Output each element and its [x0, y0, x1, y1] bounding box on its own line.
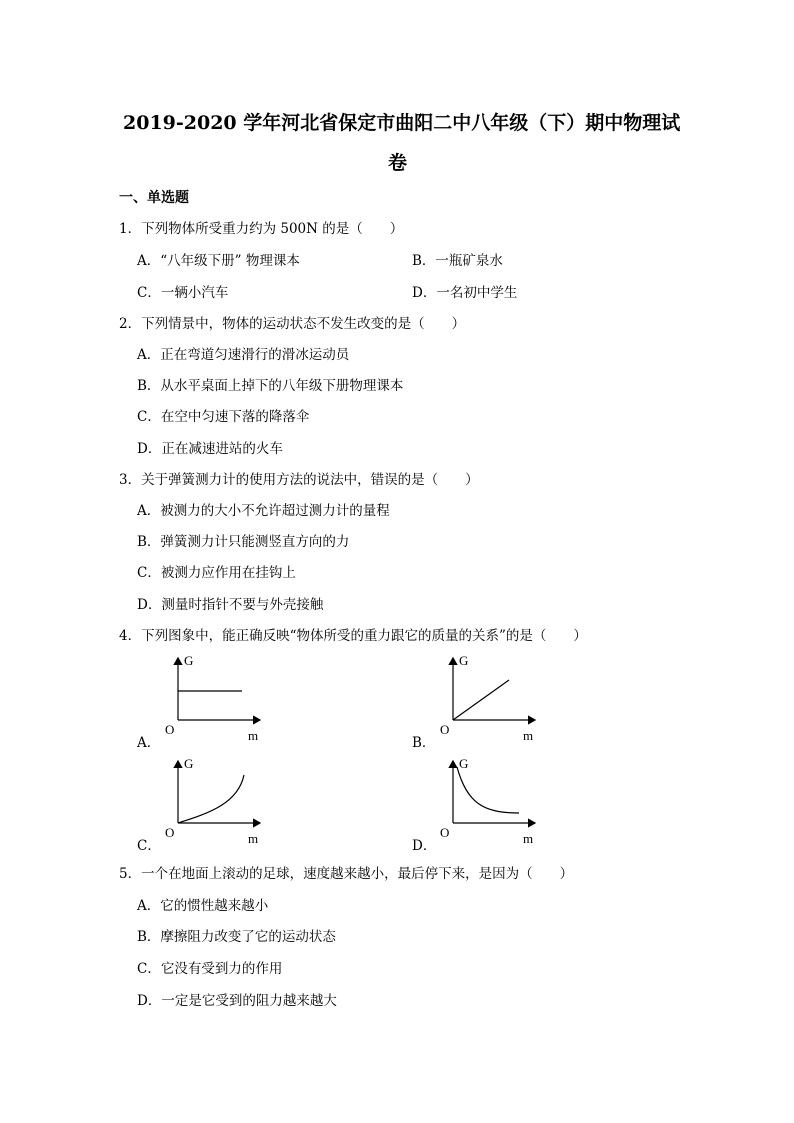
question-1-option-a: A．“八年级下册” 物理课本	[137, 253, 300, 269]
graph-c	[160, 753, 270, 848]
question-4-label-d: D．	[412, 838, 437, 854]
origin-label: O	[165, 722, 175, 737]
question-3-option-c: C．被测力应作用在挂钩上	[137, 565, 296, 581]
question-4-label-c: C．	[137, 838, 161, 854]
question-3-option-a: A．被测力的大小不允许超过测力计的量程	[137, 503, 390, 519]
question-5-option-d: D．一定是它受到的阻力越来越大	[137, 993, 337, 1009]
origin-label: O	[165, 825, 175, 840]
x-axis-label: m	[248, 831, 259, 846]
graph-a	[160, 650, 270, 745]
question-4-label-a: A．	[137, 735, 161, 751]
question-2-stem: 2．下列情景中，物体的运动状态不发生改变的是（ ）	[119, 316, 466, 332]
question-5-option-c: C．它没有受到力的作用	[137, 961, 283, 977]
question-4-label-b: B．	[412, 735, 436, 751]
question-2-option-a: A．正在弯道匀速滑行的滑冰运动员	[137, 347, 350, 363]
graph-curve	[453, 680, 509, 720]
graph-curve	[457, 767, 519, 813]
x-axis-label: m	[248, 728, 259, 743]
y-axis-label: G	[459, 756, 469, 771]
graph-curve	[178, 775, 244, 823]
y-axis-label: G	[184, 653, 194, 668]
exam-title-line2: 卷	[388, 152, 408, 174]
origin-label: O	[440, 722, 450, 737]
question-2-option-b: B．从水平桌面上掉下的八年级下册物理课本	[137, 378, 404, 394]
question-1-option-d: D．一名初中学生	[412, 285, 518, 301]
graph-b	[435, 650, 545, 745]
exam-title-line1: 2019-2020 学年河北省保定市曲阳二中八年级（下）期中物理试	[123, 112, 681, 134]
question-3-stem: 3．关于弹簧测力计的使用方法的说法中，错误的是（ ）	[119, 472, 479, 488]
question-1-option-b: B．一瓶矿泉水	[412, 253, 503, 269]
y-axis-label: G	[184, 756, 194, 771]
question-4-stem: 4．下列图象中，能正确反映“物体所受的重力跟它的质量的关系”的是（ ）	[119, 628, 587, 644]
y-axis-label: G	[459, 653, 469, 668]
question-2-option-d: D．正在减速进站的火车	[137, 441, 283, 457]
question-3-option-b: B．弹簧测力计只能测竖直方向的力	[137, 534, 350, 550]
question-5-option-a: A．它的惯性越来越小	[137, 898, 269, 914]
question-2-option-c: C．在空中匀速下落的降落伞	[137, 409, 310, 425]
origin-label: O	[440, 825, 450, 840]
x-axis-label: m	[523, 831, 534, 846]
question-1-option-c: C．一辆小汽车	[137, 285, 229, 301]
graph-d	[435, 753, 545, 848]
section-heading: 一、单选题	[119, 190, 189, 206]
question-5-stem: 5．一个在地面上滚动的足球，速度越来越小，最后停下来，是因为（ ）	[119, 866, 574, 882]
question-1-stem: 1．下列物体所受重力约为 500N 的是（ ）	[119, 221, 404, 237]
question-3-option-d: D．测量时指针不要与外壳接触	[137, 597, 324, 613]
x-axis-label: m	[523, 728, 534, 743]
question-5-option-b: B．摩擦阻力改变了它的运动状态	[137, 929, 336, 945]
